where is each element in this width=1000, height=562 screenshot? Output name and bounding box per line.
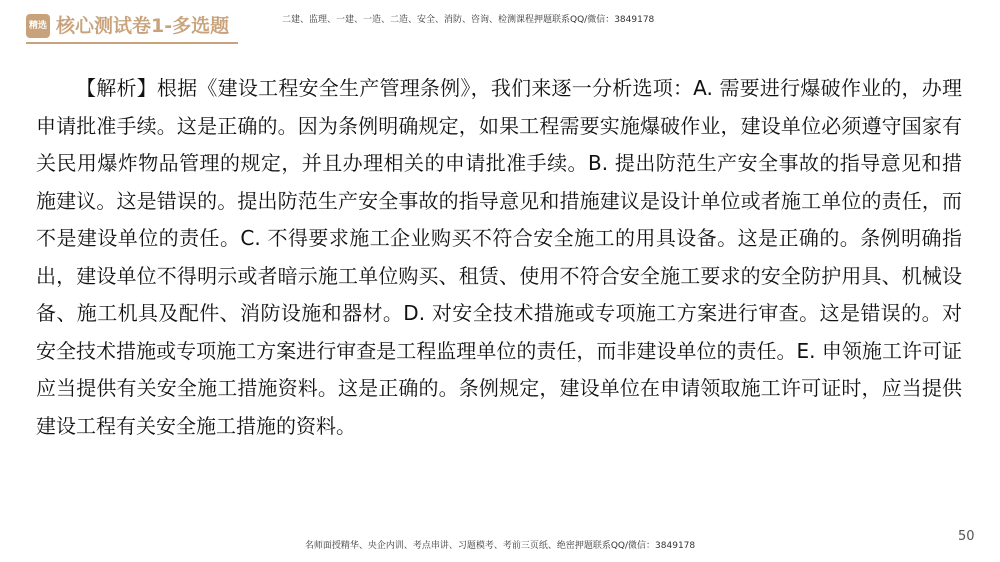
- header-contact-note: 二建、监理、一建、一造、二造、安全、消防、咨询、检测课程押题联系QQ/微信：3849178: [282, 15, 655, 25]
- explanation-paragraph: 【解析】根据《建设工程安全生产管理条例》，我们来逐一分析选项：A. 需要进行爆破作业的，办理申请批准手续。这是正确的。因为条例明确规定，如果工程需要实施爆破作业，建设单位必须遵守国家有关民用爆炸物品管理的规定，并且办理相关的申请批准手续。B. 提出防范生产安全事故的指导意见和措施建议。这是错误的。提出防范生产安全事故的指导意见和措施建议是设计单位或者施工单位的责任，而不是建设单位的责任。C. 不得要求施工企业购买不符合安全施工的用具设备。这是正确的。条例明确指出，建设单位不得明示或者暗示施工单位购买、租赁、使用不符合安全施工要求的安全防护用具、机械设备、施工机具及配件、消防设施和器材。D. 对安全技术措施或专项施工方案进行审查。这是错误的。对安全技术措施或专项施工方案进行审查是工程监理单位的责任，而非建设单位的责任。E. 申领施工许可证应当提供有关安全施工措施资料。这是正确的。条例规定，建设单位在申请领取施工许可证时，应当提供建设工程有关安全施工措施的资料。: [36, 76, 962, 438]
- footer-contact-note: 名师面授精华、央企内训、考点串讲、习题模考、考前三页纸、绝密押题联系QQ/微信：3849178: [304, 541, 696, 551]
- logo-badge: 精选: [26, 14, 50, 38]
- slide-header: [0, 0, 1000, 48]
- explanation-body: [36, 70, 962, 445]
- title-underline: [26, 42, 238, 44]
- page-number: 50: [958, 529, 975, 544]
- slide-title: 核心测试卷1-多选题: [56, 15, 230, 37]
